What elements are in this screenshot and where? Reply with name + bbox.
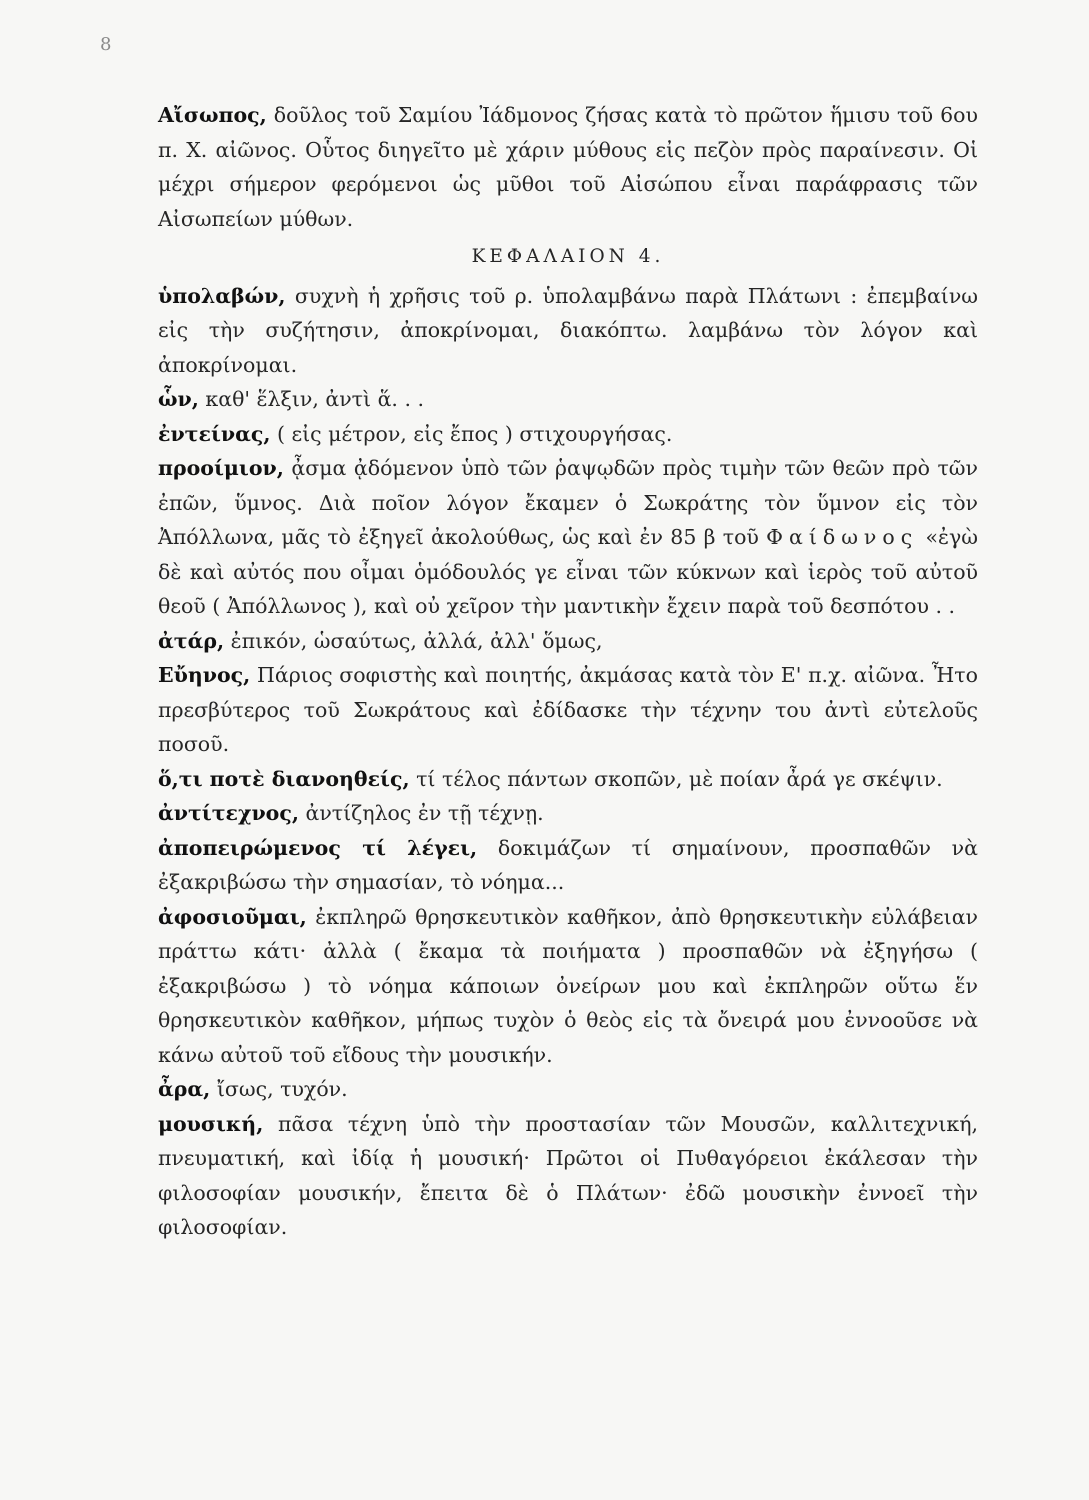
- chapter-heading: ΚΕΦΑΛΑΙΟΝ 4.: [471, 246, 665, 267]
- definition: ( εἰς μέτρον, εἰς ἔπος ) στιχουργήσας.: [270, 421, 673, 446]
- definition: ᾆσμα ᾀδόμενον ὑπὸ τῶν ῥαψῳδῶν πρὸς τιμὴν τῶν θεῶν πρὸ τῶν ἐπῶν, ὕμνος. Διὰ ποῖον λόγον ἔκαμεν ὁ Σωκράτης τὸν ὕμνον εἰς τὸν Ἀπόλλωνα, μᾶς τὸ ἐξηγεῖ ἀκολούθως, ὡς καὶ ἐν 85 β τοῦ: [158, 456, 978, 549]
- work-title: Φαίδωνος: [766, 525, 919, 549]
- headword: ἀποπειρώμενος τί λέγει,: [158, 835, 478, 860]
- definition: τί τέλος πάντων σκοπῶν, μὲ ποίαν ἆρά γε σκέψιν.: [409, 766, 943, 791]
- entry-aphosioumai: [158, 900, 978, 1073]
- definition: πᾶσα τέχνη ὑπὸ τὴν προστασίαν τῶν Μουσῶν, καλλιτεχνική, πνευματική, καὶ ἰδίᾳ ἡ μουσική· Πρῶτοι οἱ Πυθαγόρειοι ἐκάλεσαν τὴν φιλοσοφίαν μουσικήν, ἔπειτα δὲ ὁ Πλάτων· ἐδῶ μουσικὴν ἐννοεῖ τὴν φιλοσοφίαν.: [158, 1111, 978, 1239]
- headword: ὧν,: [158, 387, 199, 411]
- definition: δοκιμάζων τί σημαίνουν, προσπαθῶν νὰ ἐξακριβώσω τὴν σημασίαν, τὸ νόημα...: [158, 835, 978, 894]
- headword: ἆρα,: [158, 1077, 211, 1101]
- definition: καθ' ἕλξιν, ἀντὶ ἅ. . .: [198, 387, 425, 411]
- headword: μουσική,: [158, 1111, 264, 1136]
- headword: ὑπολαβών,: [158, 283, 286, 308]
- entry-apopeiromenos: [158, 831, 978, 900]
- entry-prooimion: [158, 451, 978, 624]
- definition: συχνὴ ἡ χρῆσις τοῦ ρ. ὑπολαμβάνω παρὰ Πλάτωνι : ἐπεμβαίνω εἰς τὴν συζήτησιν, ἀποκρίνομαι, διακόπτω. λαμβάνω τὸν λόγον καὶ ἀποκρίνομαι.: [158, 283, 978, 377]
- entry-aisopos: [158, 98, 978, 236]
- definition-continued: «ἐγὼ δὲ καὶ αὐτός που οἶμαι ὁμόδουλός γε εἶναι τῶν κύκνων καὶ ἱερὸς τοῦ αὐτοῦ θεοῦ ( Ἀπόλλωνος ), καὶ οὐ χεῖρον τὴν μαντικὴν ἔχειν παρὰ τοῦ δεσπότου . .: [158, 525, 978, 618]
- entry-hypolabon: [158, 279, 978, 383]
- entry-atar: [158, 624, 978, 659]
- entry-oti-pote: [158, 762, 978, 797]
- entry-hon: [158, 382, 978, 417]
- definition: ἴσως, τυχόν.: [210, 1077, 348, 1101]
- headword: ἀντίτεχνος,: [158, 801, 299, 825]
- definition: δοῦλος τοῦ Σαμίου Ἰάδμονος ζήσας κατὰ τὸ πρῶτον ἥμισυ τοῦ 6ου π. Χ. αἰῶνος. Οὗτος διηγεῖτο μὲ χάριν μύθους εἰς πεζὸν πρὸς παραίνεσιν. Οἱ μέχρι σήμερον φερόμενοι ὡς μῦθοι τοῦ Αἰσώπου εἶναι παράφρασις τῶν Αἰσωπείων μύθων.: [158, 103, 978, 231]
- headword: ἐντείνας,: [158, 421, 271, 446]
- entry-antitechnos: [158, 796, 978, 831]
- headword: ἀτάρ,: [158, 628, 225, 653]
- headword: ἀφοσιοῦμαι,: [158, 904, 307, 929]
- definition: ἀντίζηλος ἐν τῇ τέχνῃ.: [298, 801, 544, 825]
- headword: Εὔηνος,: [158, 663, 251, 687]
- page-number: 8: [100, 34, 112, 55]
- entry-ara: [158, 1072, 978, 1107]
- definition: Πάριος σοφιστὴς καὶ ποιητής, ἀκμάσας κατὰ τὸν Ε' π.χ. αἰῶνα. Ἦτο πρεσβύτερος τοῦ Σωκράτους καὶ ἐδίδασκε τὴν τέχνην του ἀντὶ εὐτελοῦς ποσοῦ.: [158, 663, 978, 756]
- definition: ἐπικόν, ὡσαύτως, ἀλλά, ἀλλ' ὅμως,: [224, 628, 603, 653]
- entry-mousike: [158, 1107, 978, 1245]
- entry-euenos: [158, 658, 978, 762]
- definition: ἐκπληρῶ θρησκευτικὸν καθῆκον, ἀπὸ θρησκευτικὴν εὐλάβειαν πράττω κάτι· ἀλλὰ ( ἔκαμα τὰ ποιήματα ) προσπαθῶν νὰ ἐξηγήσω ( ἐξακριβώσω ) τὸ νόημα κάποιων ὀνείρων μου καὶ ἐκπληρῶν οὕτω ἕν θρησκευτικὸν καθῆκον, μήπως τυχὸν ὁ θεὸς εἰς τὰ ὄνειρά μου ἐννοοῦσε νὰ κάνω αὐτοῦ τοῦ εἴδους τὴν μουσικήν.: [158, 904, 978, 1067]
- glossary-body: [158, 98, 978, 1245]
- headword: προοίμιον,: [158, 456, 284, 480]
- entry-enteinas: [158, 417, 978, 452]
- headword: Αἴσωπος,: [158, 103, 267, 127]
- headword: ὅ,τι ποτὲ διανοηθείς,: [158, 766, 410, 791]
